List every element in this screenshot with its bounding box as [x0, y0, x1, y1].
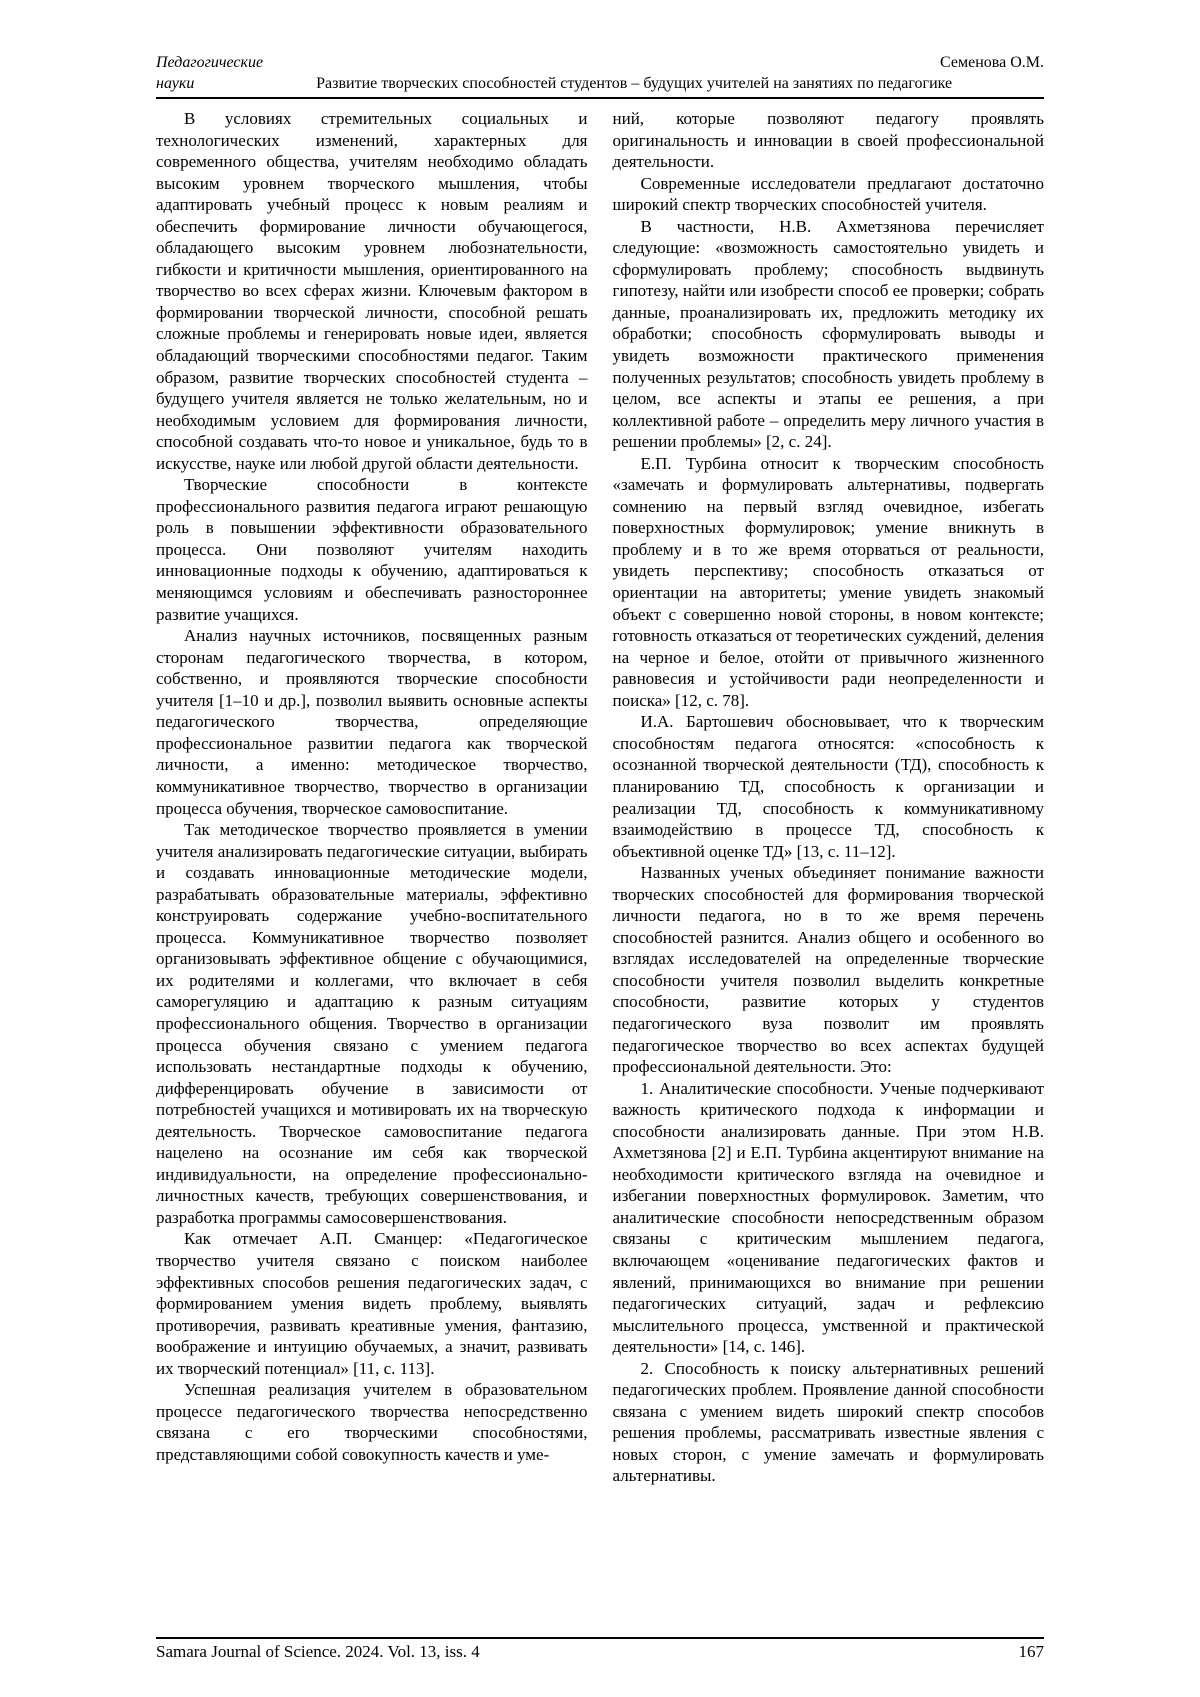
right-column: [613, 108, 1045, 1629]
paragraph: И.А. Бартошевич обосновывает, что к творческим способностям педагога относятся: «способность к осознанной творческой деятельности (ТД), способность к планированию ТД, способность к организации и реализации ТД, способность к коммуникативному взаимодействию в процессе ТД, способность к объективной оценке ТД» [13, с. 11–12].: [612, 712, 1044, 861]
page-header: [156, 52, 1044, 99]
paragraph: 2. Способность к поиску альтернативных решений педагогических проблем. Проявление данной способности связана с умением видеть широкий спектр способов решения проблемы, рассматривать известные явления с новых сторон, с умение замечать и формулировать альтернативы.: [612, 1358, 1044, 1486]
article-running-title: Развитие творческих способностей студентов – будущих учителей на занятиях по педагогике: [316, 75, 953, 92]
paragraph: Е.П. Турбина относит к творческим способность «замечать и формулировать альтернативы, подвергать сомнению на первый взгляд очевидное, избегать поверхностных формулировок; умение вникнуть в проблему и в то же время оторваться от реальности, увидеть перспективу; способность отказаться от ориентации на авторитеты; умение увидеть знакомый объект с совершенно новой стороны, в новом контексте; готовность отказаться от теоретических суждений, деления на черное и белое, отойти от привычного жизненного равновесия и устойчивости ради неопределенности и поиска» [12, с. 78].: [612, 453, 1044, 710]
left-column: [156, 108, 588, 1629]
paragraph: Как отмечает А.П. Сманцер: «Педагогическое творчество учителя связано с поиском наиболее эффективных способов решения педагогических задач, с формированием умения видеть проблему, выявлять противоречия, развивать креативные умения, фантазию, воображение и интуицию обучаемых, а значит, развивать их творческий потенциал» [11, с. 113].: [156, 1229, 588, 1378]
header-row-2: [156, 73, 1044, 94]
paragraph: Творческие способности в контексте профессионального развития педагога играют решающую роль в повышении эффективности образовательного процесса. Они позволяют учителям находить инновационные подходы к обучению, адаптироваться к меняющимся условиям и обеспечивать разностороннее развитие учащихся.: [156, 475, 588, 624]
journal-info: Samara Journal of Science. 2024. Vol. 13, iss. 4: [156, 1642, 480, 1661]
footer-rule: [156, 1637, 1044, 1639]
paragraph: Анализ научных источников, посвященных разным сторонам педагогического творчества, в котором, собственно, и проявляются творческие способности учителя [1–10 и др.], позволил выявить основные аспекты педагогического творчества, определяющие профессиональное развитии педагога как творческой личности, а именно: методическое творчество, коммуникативное творчество, творчество в организации процесса обучения, творческое самовоспитание.: [156, 626, 588, 818]
header-rule: [156, 97, 1044, 99]
page-number: 167: [1018, 1642, 1044, 1661]
header-row-1: [156, 52, 1044, 73]
article-body: [156, 108, 1044, 1629]
paragraph: 1. Аналитические способности. Ученые подчеркивают важность критического подхода к информации и способности анализировать данные. При этом Н.В. Ахметзянова [2] и Е.П. Турбина акцентируют внимание на необходимости критического взгляда на очевидное и избегании поверхностных формулировок. Заметим, что аналитические способности непосредственным образом связаны с критическим мышлением педагога, включающем «оценивание педагогических фактов и явлений, принимающихся во внимание при решении педагогических ситуаций, задач и рефлексию мыслительного процесса, умственной и практической деятельности» [14, с. 146].: [612, 1078, 1044, 1357]
page-footer: [156, 1629, 1044, 1663]
paragraph: В частности, Н.В. Ахметзянова перечисляет следующие: «возможность самостоятельно увидеть и сформулировать проблему; способность выдвинуть гипотезу, найти или изобрести способ ее проверки; собрать данные, проанализировать их, предложить методику их обработки; способность сформулировать выводы и увидеть возможности практического применения полученных результатов; способность увидеть проблему в целом, все аспекты и этапы ее решения, а при коллективной работе – определить меру личного участия в решении проблемы» [2, с. 24].: [612, 216, 1044, 452]
author-name: Семенова О.М.: [940, 54, 1044, 71]
paragraph: Названных ученых объединяет понимание важности творческих способностей для формирования творческой личности педагога, но в то же время перечень способностей разнится. Анализ общего и особенного во взглядах исследователей на определенные творческие способности учителя позволил выделить конкретные способности, развитие которых у студентов педагогического вуза позволит им проявлять педагогическое творчество во всех аспектах будущей профессиональной деятельности. Это:: [612, 863, 1044, 1077]
paragraph: Современные исследователи предлагают достаточно широкий спектр творческих способностей учителя.: [612, 173, 1044, 215]
footer-row: [156, 1641, 1044, 1663]
section-name-line2: науки: [156, 75, 195, 92]
paragraph-continuation: ний, которые позволяют педагогу проявлять оригинальность и инновации в своей профессиональной деятельности.: [612, 109, 1044, 172]
paragraph: Так методическое творчество проявляется в умении учителя анализировать педагогические ситуации, выбирать и создавать инновационные методические модели, разрабатывать образовательные материалы, эффективно конструировать содержание учебно-воспитательного процесса. Коммуникативное творчество позволяет организовывать эффективное общение с обучающимися, их родителями и коллегами, что включает в себя саморегуляцию и адаптацию к разным ситуациям профессионального общения. Творчество в организации процесса обучения связано с умением педагога использовать нестандартные подходы к обучению, дифференцировать обучение в зависимости от потребностей учащихся и мотивировать их на творческую деятельность. Творческое самовоспитание педагога нацелено на осознание им себя как творческой индивидуальности, на определение профессионально-личностных качеств, требующих совершенствования, и разработка программы самосовершенствования.: [156, 820, 588, 1227]
paragraph: В условиях стремительных социальных и технологических изменений, характерных для современного общества, учителям необходимо обладать высоким уровнем творческого мышления, чтобы адаптировать учебный процесс к новым реалиям и обеспечить формирование личности обучающегося, обладающего высоким уровнем любознательности, гибкости и критичности мышления, ориентированного на творчество во всех сферах жизни. Ключевым фактором в формировании творческой личности, способной решать сложные проблемы и генерировать новые идеи, является обладающий творческими способностями педагог. Таким образом, развитие творческих способностей студента – будущего учителя является не только желательным, но и необходимым условием для формирования личности, способной создавать что-то новое и уникальное, будь то в искусстве, науке или любой другой области деятельности.: [156, 109, 588, 473]
paragraph: Успешная реализация учителем в образовательном процессе педагогического творчества непосредственно связана с его творческими способностями, представляющими собой совокупность качеств и уме-: [156, 1380, 588, 1464]
section-name-line1: Педагогические: [156, 54, 264, 71]
